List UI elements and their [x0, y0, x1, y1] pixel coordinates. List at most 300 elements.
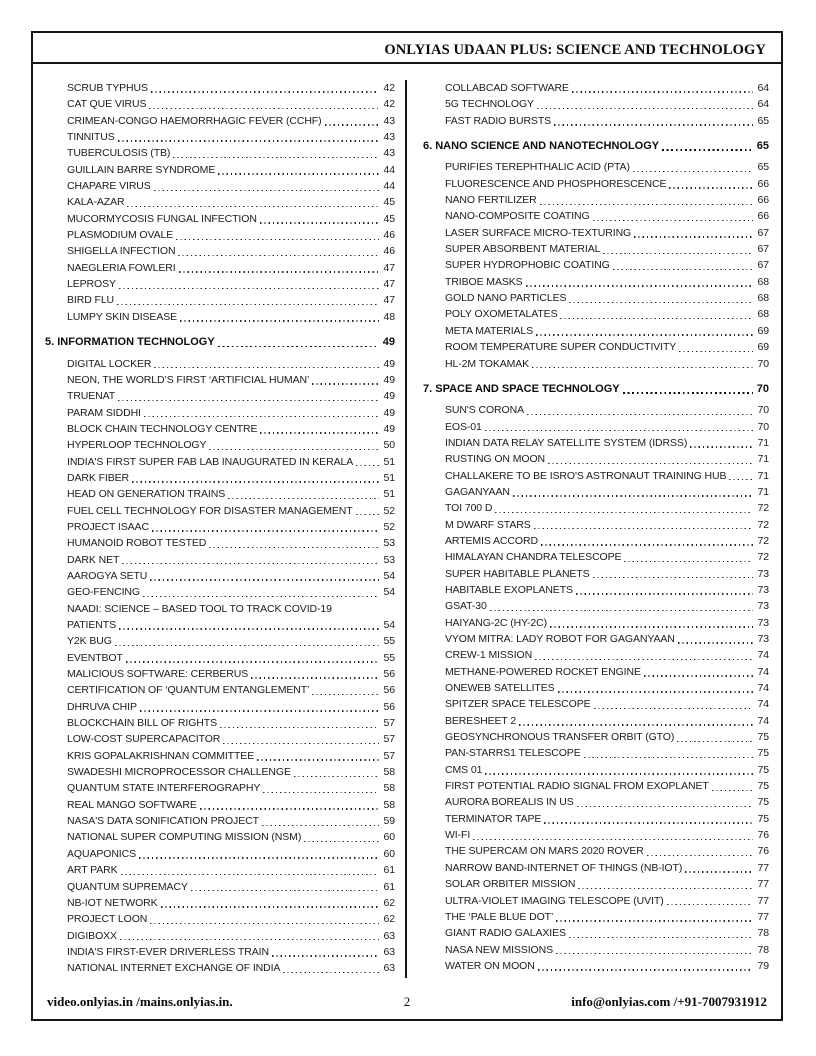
toc-entry-row: [423, 925, 769, 941]
toc-entry-row: [423, 745, 769, 761]
toc-page-number: 68: [757, 275, 769, 288]
dotted-leader: [132, 481, 379, 482]
toc-right-column: [407, 80, 781, 988]
toc-entry-label: BIRD FLU: [67, 294, 115, 307]
toc-entry-row: [45, 437, 395, 453]
toc-page-number: 70: [757, 357, 769, 370]
dotted-leader: [325, 124, 379, 125]
toc-entry-row: [423, 631, 769, 647]
toc-page-number: 53: [383, 553, 395, 566]
toc-entry-row: [423, 176, 769, 192]
toc-page-number: 63: [383, 945, 395, 958]
toc-page-number: 52: [383, 504, 395, 517]
toc-entry-label: SUPER ABSORBENT MATERIAL: [445, 243, 601, 256]
toc-entry-label: GEO-FENCING: [67, 586, 140, 599]
dotted-leader: [200, 808, 379, 809]
toc-entry-row: [45, 405, 395, 421]
toc-entry-row: [423, 647, 769, 663]
toc-entry-label: INDIAN DATA RELAY SATELLITE SYSTEM (IDRSS): [445, 436, 688, 449]
toc-page-number: 71: [757, 453, 769, 466]
toc-entry-label: GEOSYNCHRONOUS TRANSFER ORBIT (GTO): [445, 731, 675, 744]
dotted-leader: [126, 661, 379, 662]
toc-entry-label: EOS-01: [445, 420, 482, 433]
toc-entry-row: [45, 470, 395, 486]
dotted-leader: [613, 269, 753, 270]
toc-page-number: 43: [383, 114, 395, 127]
dotted-leader: [209, 547, 379, 548]
toc-entry-label: NAADI: SCIENCE – BASED TOOL TO TRACK COVID-19: [67, 602, 332, 615]
toc-entry-label: HEAD ON GENERATION TRAINS: [67, 488, 226, 501]
toc-page-number: 55: [383, 635, 395, 648]
toc-entry-label: DARK FIBER: [67, 471, 130, 484]
toc-entry-row: [45, 129, 395, 145]
toc-page-number: 48: [383, 310, 395, 323]
dotted-leader: [120, 939, 379, 940]
dotted-leader: [550, 626, 753, 627]
toc-entry-label: HAIYANG-2C (HY-2C): [445, 616, 548, 629]
toc-entry-row: [45, 879, 395, 895]
toc-entry-row: [423, 713, 769, 729]
dotted-leader: [179, 271, 379, 272]
toc-entry-row: [423, 680, 769, 696]
toc-entry-label: NATIONAL INTERNET EXCHANGE OF INDIA: [67, 962, 281, 975]
toc-entry-label: NARROW BAND-INTERNET OF THINGS (NB-IOT): [445, 861, 683, 874]
toc-page-number: 42: [383, 82, 395, 94]
toc-entry-row: [45, 227, 395, 243]
dotted-leader: [139, 857, 379, 858]
dotted-leader: [119, 628, 379, 629]
toc-entry-row: [423, 113, 769, 129]
dotted-leader: [534, 528, 753, 529]
dotted-leader: [569, 937, 753, 938]
toc-page-number: 63: [383, 962, 395, 975]
toc-section-row: [45, 334, 395, 350]
toc-entry-row: [45, 862, 395, 878]
dotted-leader: [218, 346, 379, 348]
toc-page-number: 60: [383, 847, 395, 860]
toc-entry-row: [423, 843, 769, 859]
toc-page-number: 75: [757, 731, 769, 744]
toc-entry-row: [423, 451, 769, 467]
toc-entry-label: GIANT RADIO GALAXIES: [445, 927, 566, 940]
toc-page-number: 75: [757, 812, 769, 825]
toc-page-number: 77: [757, 878, 769, 891]
toc-entry-label: CMS 01: [445, 763, 483, 776]
toc-entry-label: METHANE-POWERED ROCKET ENGINE: [445, 665, 641, 678]
toc-page-number: 54: [383, 586, 395, 599]
toc-entry-label: AAROGYA SETU: [67, 569, 148, 582]
toc-entry-label: HYPERLOOP TECHNOLOGY: [67, 439, 207, 452]
dotted-leader: [150, 579, 379, 580]
toc-entry-row: [423, 500, 769, 516]
toc-page-number: 46: [383, 245, 395, 258]
toc-entry-label: BERESHEET 2: [445, 714, 517, 727]
toc-page-number: 43: [383, 147, 395, 160]
toc-entry-label: QUANTUM SUPREMACY: [67, 880, 188, 893]
toc-entry-label: HIMALAYAN CHANDRA TELESCOPE: [445, 551, 622, 564]
toc-entry-label: DARK NET: [67, 553, 120, 566]
toc-entry-label: CHALLAKERE TO BE ISRO'S ASTRONAUT TRAINING HUB: [445, 469, 727, 482]
toc-entry-row: [45, 650, 395, 666]
toc-page-number: 44: [383, 163, 395, 176]
toc-entry-label: NASA NEW MISSIONS: [445, 943, 553, 956]
footer-website-links: video.onlyias.in /mains.onlyias.in.: [47, 994, 233, 1009]
toc-page-number: 79: [757, 959, 769, 972]
toc-page-number: 50: [383, 439, 395, 452]
toc-entry-label: PAN-STARRS1 TELESCOPE: [445, 747, 581, 760]
dotted-leader: [634, 236, 753, 237]
toc-entry-label: ULTRA-VIOLET IMAGING TELESCOPE (UVIT): [445, 894, 664, 907]
dotted-leader: [119, 288, 379, 289]
toc-entry-row: [45, 145, 395, 161]
toc-entry-row: [423, 582, 769, 598]
toc-entry-label: POLY OXOMETALATES: [445, 308, 558, 321]
dotted-leader: [495, 512, 753, 513]
dotted-leader: [485, 430, 753, 431]
toc-entry-label: LASER SURFACE MICRO-TEXTURING: [445, 226, 632, 239]
toc-page-number: 45: [383, 212, 395, 225]
toc-entry-row: [45, 666, 395, 682]
dotted-leader: [535, 659, 753, 660]
toc-entry-row: [423, 208, 769, 224]
toc-entry-label: INDIA'S FIRST SUPER FAB LAB INAUGURATED IN KERALA: [67, 455, 354, 468]
toc-entry-label: HUMANOID ROBOT TESTED: [67, 537, 207, 550]
dotted-leader: [678, 642, 753, 643]
dotted-leader: [473, 839, 753, 840]
dotted-leader: [669, 187, 753, 188]
footer-contact-info: info@onlyias.com /+91-7007931912: [571, 994, 767, 1009]
dotted-leader: [209, 449, 379, 450]
toc-entry-label: FAST RADIO BURSTS: [445, 114, 552, 127]
toc-page-number: 49: [383, 406, 395, 419]
toc-page-number: 69: [757, 341, 769, 354]
toc-entry-row: [45, 421, 395, 437]
page-header: [33, 33, 781, 64]
toc-entry-label: TERMINATOR TAPE: [445, 812, 542, 825]
dotted-leader: [154, 190, 379, 191]
page-title: ONLYIAS UDAAN PLUS: SCIENCE AND TECHNOLOGY: [384, 42, 766, 58]
toc-section-row: [423, 138, 769, 154]
toc-entry-label: NATIONAL SUPER COMPUTING MISSION (NSM): [67, 831, 302, 844]
toc-entry-row: [45, 211, 395, 227]
toc-entry-row: [423, 893, 769, 909]
dotted-leader: [690, 446, 753, 447]
dotted-leader: [223, 743, 379, 744]
dotted-leader: [603, 253, 753, 254]
toc-entry-row: [423, 225, 769, 241]
toc-entry-row: [45, 113, 395, 129]
dotted-leader: [154, 367, 379, 368]
toc-entry-row: [45, 568, 395, 584]
toc-page-number: 49: [383, 357, 395, 370]
dotted-leader: [532, 367, 753, 368]
toc-page-number: 78: [757, 927, 769, 940]
dotted-leader: [218, 173, 379, 174]
toc-entry-label: COLLABCAD SOFTWARE: [445, 82, 569, 94]
dotted-leader: [180, 320, 379, 321]
dotted-leader: [220, 727, 379, 728]
toc-entry-label: VYOM MITRA: LADY ROBOT FOR GAGANYAAN: [445, 633, 675, 645]
toc-page-number: 74: [757, 682, 769, 695]
toc-entry-label: GUILLAIN BARRE SYNDROME: [67, 163, 216, 176]
toc-section-row: [423, 381, 769, 397]
toc-entry-row: [45, 764, 395, 780]
toc-page-number: 61: [383, 880, 395, 893]
toc-entry-row: [423, 468, 769, 484]
toc-page-number: 60: [383, 831, 395, 844]
dotted-leader: [490, 610, 753, 611]
toc-page-number: 62: [383, 913, 395, 926]
toc-page-number: 73: [757, 583, 769, 596]
toc-entry-row: [423, 192, 769, 208]
toc-entry-row: [423, 274, 769, 290]
toc-entry-row: [423, 290, 769, 306]
dotted-leader: [356, 465, 379, 466]
dotted-leader: [513, 495, 753, 496]
toc-section-label: 6. NANO SCIENCE AND NANOTECHNOLOGY: [423, 140, 660, 153]
dotted-leader: [304, 841, 379, 842]
toc-entry-label: TOI 700 D: [445, 502, 493, 515]
toc-entry-row: [423, 860, 769, 876]
toc-page-number: 59: [383, 815, 395, 828]
toc-entry-label: ROOM TEMPERATURE SUPER CONDUCTIVITY: [445, 341, 677, 354]
toc-page-number: 53: [383, 537, 395, 550]
toc-entry-row: [423, 696, 769, 712]
toc-page-number: 65: [757, 161, 769, 174]
dotted-leader: [544, 822, 753, 823]
toc-entry-row: [45, 617, 395, 633]
toc-entry-row: [423, 549, 769, 565]
toc-entry-row: [423, 533, 769, 549]
toc-entry-row: [45, 486, 395, 502]
toc-entry-row: [423, 435, 769, 451]
toc-entry-row: [45, 194, 395, 210]
toc-entry-row: [45, 292, 395, 308]
toc-entry-label: KALA-AZAR: [67, 196, 125, 209]
toc-page-number: 68: [757, 292, 769, 305]
dotted-leader: [633, 171, 753, 172]
toc-entry-row: [423, 96, 769, 112]
dotted-leader: [191, 890, 379, 891]
toc-page-number: 71: [757, 436, 769, 449]
toc-page-number: 46: [383, 229, 395, 242]
toc-entry-row: [45, 813, 395, 829]
toc-page-number: 73: [757, 600, 769, 613]
toc-entry-row: [423, 323, 769, 339]
dotted-leader: [519, 724, 753, 725]
toc-entry-label: TRIBOE MASKS: [445, 275, 523, 288]
toc-page-number: 70: [757, 420, 769, 433]
toc-page-number: 65: [756, 140, 769, 153]
toc-entry-label: INDIA'S FIRST-EVER DRIVERLESS TRAIN: [67, 945, 269, 958]
toc-section-label: 7. SPACE AND SPACE TECHNOLOGY: [423, 382, 620, 395]
toc-entry-row: [423, 306, 769, 322]
toc-entry-label: QUANTUM STATE INTERFEROGRAPHY: [67, 782, 261, 795]
toc-page-number: 75: [757, 747, 769, 760]
toc-page-number: 73: [757, 567, 769, 580]
toc-page-number: 45: [383, 196, 395, 209]
toc-page-number: 55: [383, 651, 395, 664]
toc-entry-row: [45, 388, 395, 404]
toc-page-number: 54: [383, 619, 395, 631]
dotted-leader: [150, 923, 379, 924]
toc-page-number: 72: [757, 551, 769, 564]
toc-entry-label: GAGANYAAN: [445, 485, 510, 498]
dotted-leader: [537, 108, 753, 109]
toc-entry-label: PROJECT LOON: [67, 913, 148, 926]
toc-page-number: 51: [383, 471, 395, 484]
toc-page-number: 67: [757, 226, 769, 239]
dotted-leader: [685, 871, 753, 872]
toc-entry-label: CERTIFICATION OF ‘QUANTUM ENTANGLEMENT’: [67, 684, 310, 697]
toc-page-number: 70: [757, 404, 769, 417]
dotted-leader: [294, 776, 379, 777]
dotted-leader: [312, 694, 379, 695]
toc-entry-label: LOW-COST SUPERCAPACITOR: [67, 733, 221, 746]
toc-entry-row: [45, 356, 395, 372]
dotted-leader: [578, 888, 753, 889]
toc-left-column: [33, 80, 405, 988]
toc-entry-row: [423, 356, 769, 372]
toc-page-number: 75: [757, 763, 769, 776]
dotted-leader: [577, 806, 753, 807]
toc-page-number: 72: [757, 518, 769, 531]
toc-entry-label: SHIGELLA INFECTION: [67, 245, 176, 258]
toc-entry-label: HABITABLE EXOPLANETS: [445, 583, 573, 596]
page-footer: [33, 988, 781, 1010]
toc-entry-row: [423, 257, 769, 273]
dotted-leader: [127, 206, 379, 207]
toc-entry-label: DHRUVA CHIP: [67, 700, 137, 713]
dotted-leader: [712, 790, 753, 791]
dotted-leader: [540, 204, 753, 205]
toc-entry-label: WATER ON MOON: [445, 959, 535, 972]
dotted-leader: [263, 792, 379, 793]
dotted-leader: [173, 157, 379, 158]
toc-page-number: 49: [383, 373, 395, 386]
toc-entry-row: [423, 484, 769, 500]
dotted-leader: [121, 874, 379, 875]
toc-entry-row: [45, 80, 395, 96]
toc-entry-label: HL-2M TOKAMAK: [445, 357, 530, 370]
toc-entry-label: SUPER HYDROPHOBIC COATING: [445, 259, 610, 272]
toc-page-number: 66: [757, 194, 769, 207]
toc-page-number: 67: [757, 243, 769, 256]
toc-entry-row: [45, 682, 395, 698]
toc-page-number: 63: [383, 929, 395, 942]
toc-entry-row: [423, 762, 769, 778]
toc-entry-label: DIGIBOXX: [67, 929, 117, 942]
toc-page-number: 47: [383, 294, 395, 307]
toc-entry-row: [45, 243, 395, 259]
toc-page-number: 62: [383, 896, 395, 909]
dotted-leader: [260, 222, 379, 223]
toc-entry-label: AURORA BOREALIS IN US: [445, 796, 574, 809]
toc-entry-row: [423, 909, 769, 925]
toc-page-number: 78: [757, 943, 769, 956]
toc-page-number: 76: [757, 845, 769, 858]
toc-page-number: 64: [757, 82, 769, 94]
toc-entry-label: BLOCKCHAIN BILL OF RIGHTS: [67, 717, 217, 730]
toc-entry-label: EVENTBOT: [67, 651, 123, 664]
toc-entry-row: [45, 829, 395, 845]
toc-page-number: 72: [757, 534, 769, 547]
toc-entry-row: [423, 942, 769, 958]
dotted-leader: [662, 149, 753, 151]
toc-page-number: 49: [383, 390, 395, 403]
toc-entry-label: NAEGLERIA FOWLERI: [67, 261, 176, 274]
dotted-leader: [572, 91, 753, 92]
toc-page-number: 73: [757, 633, 769, 645]
toc-entry-row: [45, 519, 395, 535]
toc-entry-row: [45, 584, 395, 600]
toc-entry-row: [423, 80, 769, 96]
dotted-leader: [593, 220, 753, 221]
dotted-leader: [152, 530, 379, 531]
toc-page-number: 74: [757, 714, 769, 727]
dotted-leader: [558, 691, 753, 692]
toc-entry-row: [45, 552, 395, 568]
document-page-frame: [31, 31, 783, 1021]
toc-entry-row: [45, 780, 395, 796]
toc-entry-row: [423, 241, 769, 257]
dotted-leader: [623, 392, 753, 394]
dotted-leader: [283, 972, 379, 973]
toc-entry-row: [423, 729, 769, 745]
toc-entry-row: [45, 601, 395, 617]
toc-entry-row: [45, 731, 395, 747]
dotted-leader: [178, 255, 379, 256]
dotted-leader: [667, 904, 753, 905]
toc-page-number: 74: [757, 665, 769, 678]
toc-page-number: 56: [383, 700, 395, 713]
toc-entry-row: [45, 503, 395, 519]
toc-page-number: 57: [383, 717, 395, 730]
toc-entry-label: CRIMEAN-CONGO HAEMORRHAGIC FEVER (CCHF): [67, 114, 322, 127]
dotted-leader: [272, 955, 379, 956]
toc-entry-label: THE SUPERCAM ON MARS 2020 ROVER: [445, 845, 644, 858]
dotted-leader: [677, 741, 753, 742]
toc-entry-label: PLASMODIUM OVALE: [67, 229, 174, 242]
toc-entry-row: [45, 928, 395, 944]
toc-page-number: 75: [757, 796, 769, 809]
toc-page-number: 65: [757, 114, 769, 127]
toc-entry-label: PURIFIES TEREPHTHALIC ACID (PTA): [445, 161, 630, 174]
toc-page-number: 67: [757, 259, 769, 272]
dotted-leader: [485, 773, 753, 774]
toc-entry-label: KRIS GOPALAKRISHNAN COMMITTEE: [67, 749, 255, 762]
toc-entry-label: MALICIOUS SOFTWARE: CERBERUS: [67, 668, 249, 681]
dotted-leader: [576, 593, 753, 594]
dotted-leader: [548, 463, 753, 464]
dotted-leader: [118, 400, 379, 401]
dotted-leader: [257, 759, 379, 760]
toc-entry-row: [45, 454, 395, 470]
toc-page-number: 77: [757, 894, 769, 907]
toc-page-number: 72: [757, 502, 769, 515]
toc-entry-row: [423, 958, 769, 974]
toc-entry-label: SUN'S CORONA: [445, 404, 524, 417]
dotted-leader: [176, 239, 379, 240]
toc-entry-row: [45, 309, 395, 325]
toc-entry-label: SWADESHI MICROPROCESSOR CHALLENGE: [67, 766, 291, 779]
dotted-leader: [560, 318, 753, 319]
toc-entry-label: CHAPARE VIRUS: [67, 180, 151, 193]
dotted-leader: [262, 825, 379, 826]
dotted-leader: [556, 953, 753, 954]
toc-entry-row: [45, 960, 395, 976]
toc-page-number: 58: [383, 782, 395, 795]
